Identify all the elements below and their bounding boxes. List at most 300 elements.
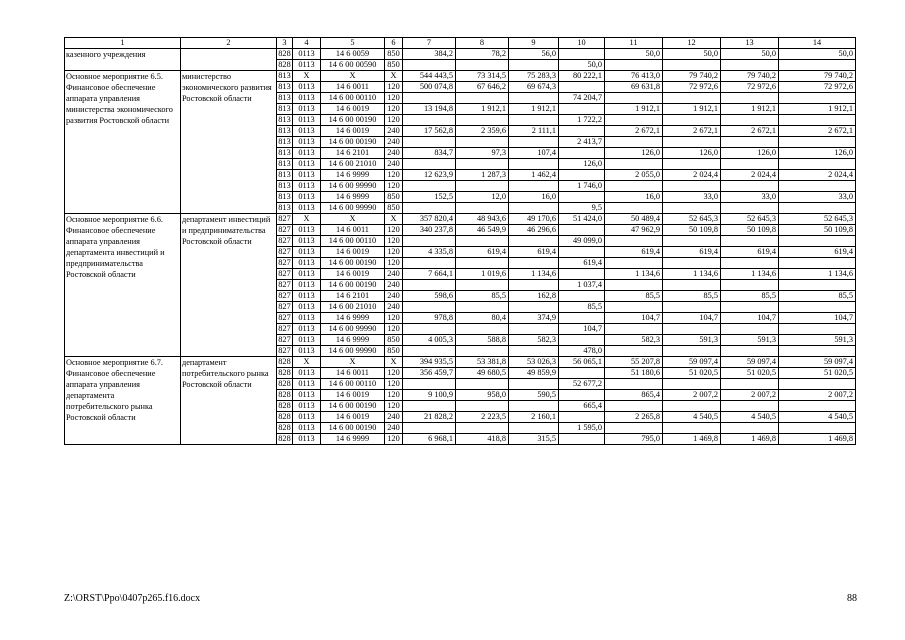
table-cell: 1 462,4 <box>509 170 559 181</box>
table-cell: 418,8 <box>456 434 509 445</box>
table-cell: 958,0 <box>456 390 509 401</box>
table-cell: 33,0 <box>663 192 721 203</box>
table-cell: 120 <box>385 258 403 269</box>
table-cell: 21 828,2 <box>403 412 456 423</box>
table-cell: 14 6 00 99990 <box>321 346 385 357</box>
table-cell: 0113 <box>293 324 321 335</box>
table-cell <box>559 412 605 423</box>
table-cell: 827 <box>278 302 291 311</box>
table-cell: 4 540,5 <box>663 412 721 423</box>
table-cell: 14 6 00 21010 <box>321 302 385 313</box>
table-cell: 120 <box>385 93 403 104</box>
row-organization: департамент потребительского рынка Ростовской области <box>181 357 277 445</box>
table-cell <box>403 137 456 148</box>
table-cell: 813 <box>278 71 291 80</box>
table-cell <box>509 423 559 434</box>
table-cell: 2 672,1 <box>779 126 856 137</box>
table-cell: 120 <box>385 401 403 412</box>
table-cell <box>663 302 721 313</box>
header-cell: 10 <box>559 38 605 49</box>
table-cell: 619,4 <box>721 247 779 258</box>
table-cell: 2 672,1 <box>721 126 779 137</box>
table-cell <box>663 159 721 170</box>
table-cell: 0113 <box>293 203 321 214</box>
table-cell: 2 265,8 <box>605 412 663 423</box>
table-cell <box>559 82 605 93</box>
table-cell <box>721 258 779 269</box>
table-cell <box>509 302 559 313</box>
table-cell: 16,0 <box>605 192 663 203</box>
table-cell: 850 <box>385 60 403 71</box>
table-cell <box>559 368 605 379</box>
table-cell: 2 359,6 <box>456 126 509 137</box>
table-cell: 0113 <box>293 126 321 137</box>
table-cell <box>779 60 856 71</box>
table-cell: 14 6 0019 <box>321 269 385 280</box>
table-cell: 56,0 <box>509 49 559 60</box>
table-cell: 240 <box>385 126 403 137</box>
table-cell: 828 <box>278 357 291 366</box>
table-cell: 590,5 <box>509 390 559 401</box>
table-cell: 50,0 <box>605 49 663 60</box>
row-organization <box>181 49 277 71</box>
table-cell <box>605 115 663 126</box>
table-cell: 52 645,3 <box>779 214 856 225</box>
table-cell: 7 664,1 <box>403 269 456 280</box>
table-cell: 79 740,2 <box>721 71 779 82</box>
table-cell: 120 <box>385 247 403 258</box>
table-cell <box>605 379 663 390</box>
table-cell: 384,2 <box>403 49 456 60</box>
table-cell <box>605 203 663 214</box>
table-cell: 1 134,6 <box>779 269 856 280</box>
table-cell: 0113 <box>293 159 321 170</box>
table-cell: 14 6 00 00110 <box>321 379 385 390</box>
table-cell: 813 <box>278 203 291 212</box>
table-cell: 834,7 <box>403 148 456 159</box>
table-cell: 813 <box>278 93 291 102</box>
table-cell <box>779 423 856 434</box>
table-cell <box>663 258 721 269</box>
table-cell: 0113 <box>293 49 321 60</box>
table-cell: 0113 <box>293 401 321 412</box>
table-cell: 240 <box>385 291 403 302</box>
table-cell: 0113 <box>293 280 321 291</box>
table-cell: 73 314,5 <box>456 71 509 82</box>
table-cell <box>605 324 663 335</box>
table-cell: 978,8 <box>403 313 456 324</box>
table-cell: 0113 <box>293 412 321 423</box>
table-cell: 14 6 9999 <box>321 170 385 181</box>
table-cell: 240 <box>385 412 403 423</box>
table-cell: 813 <box>278 170 291 179</box>
table-cell: 2 007,2 <box>663 390 721 401</box>
table-cell: 591,3 <box>779 335 856 346</box>
table-cell <box>559 104 605 115</box>
table-cell: 1 469,8 <box>779 434 856 445</box>
table-cell: 1 595,0 <box>559 423 605 434</box>
header-cell: 8 <box>456 38 509 49</box>
table-cell: 1 037,4 <box>559 280 605 291</box>
table-cell: 2 672,1 <box>663 126 721 137</box>
table-cell: 827 <box>278 225 291 234</box>
table-cell <box>456 93 509 104</box>
table-cell: 79 740,2 <box>779 71 856 82</box>
table-cell <box>721 346 779 357</box>
table-cell: 13 194,8 <box>403 104 456 115</box>
table-cell <box>605 137 663 148</box>
table-cell: 828 <box>278 390 291 399</box>
header-cell: 9 <box>509 38 559 49</box>
table-cell <box>663 280 721 291</box>
header-cell: 7 <box>403 38 456 49</box>
table-cell: 50 109,8 <box>779 225 856 236</box>
table-cell: 4 540,5 <box>721 412 779 423</box>
table-cell: 50 109,8 <box>663 225 721 236</box>
table-cell: 85,5 <box>559 302 605 313</box>
table-cell: 582,3 <box>605 335 663 346</box>
table-cell: 0113 <box>293 302 321 313</box>
table-cell <box>663 181 721 192</box>
table-cell: 14 6 9999 <box>321 313 385 324</box>
table-cell: 1 469,8 <box>663 434 721 445</box>
table-cell <box>663 401 721 412</box>
table-cell: 85,5 <box>721 291 779 302</box>
row-description: Основное мероприятие 6.5. Финансовое обеспечение аппарата управления министерства экономического развития Ростовской области <box>65 71 181 214</box>
table-cell: 120 <box>385 434 403 445</box>
table-cell: 12 623,9 <box>403 170 456 181</box>
table-cell <box>559 390 605 401</box>
table-cell <box>721 302 779 313</box>
table-cell: 120 <box>385 225 403 236</box>
table-cell: 1 134,6 <box>509 269 559 280</box>
table-cell: 72 972,6 <box>779 82 856 93</box>
table-cell: 619,4 <box>663 247 721 258</box>
table-cell: 813 <box>278 126 291 135</box>
table-cell: 0113 <box>293 434 321 445</box>
table-cell <box>403 324 456 335</box>
header-cell: 12 <box>663 38 721 49</box>
table-cell: 315,5 <box>509 434 559 445</box>
table-cell: 14 6 0019 <box>321 126 385 137</box>
table-cell: 0113 <box>293 93 321 104</box>
table-cell: 340 237,8 <box>403 225 456 236</box>
table-cell: 14 6 00 99990 <box>321 324 385 335</box>
table-cell <box>509 236 559 247</box>
table-cell <box>403 423 456 434</box>
table-row <box>65 71 856 82</box>
table-cell <box>509 93 559 104</box>
table-cell: 48 943,6 <box>456 214 509 225</box>
table-cell <box>663 324 721 335</box>
table-cell <box>509 203 559 214</box>
table-cell: 51 180,6 <box>605 368 663 379</box>
table-cell <box>721 159 779 170</box>
table-cell <box>509 379 559 390</box>
table-cell <box>403 401 456 412</box>
table-cell: 827 <box>278 291 291 300</box>
table-cell: 1 134,6 <box>605 269 663 280</box>
table-cell: 14 6 0011 <box>321 82 385 93</box>
table-cell: 0113 <box>293 236 321 247</box>
table-cell: 4 005,3 <box>403 335 456 346</box>
table-cell: 2 111,1 <box>509 126 559 137</box>
table-cell: 588,8 <box>456 335 509 346</box>
table-cell <box>721 379 779 390</box>
table-cell <box>456 379 509 390</box>
table-cell <box>663 346 721 357</box>
table-cell: 47 962,9 <box>605 225 663 236</box>
table-cell <box>779 401 856 412</box>
table-cell: 50,0 <box>779 49 856 60</box>
table-cell <box>721 324 779 335</box>
table-cell <box>403 379 456 390</box>
table-cell: 51 020,5 <box>779 368 856 379</box>
table-cell: 59 097,4 <box>663 357 721 368</box>
table-cell: 120 <box>385 104 403 115</box>
table-cell: 56 065,1 <box>559 357 605 368</box>
table-cell: 14 6 9999 <box>321 434 385 445</box>
table-cell <box>403 302 456 313</box>
table-cell: 0113 <box>293 181 321 192</box>
table-cell: 0113 <box>293 60 321 71</box>
table-cell: 795,0 <box>605 434 663 445</box>
table-cell <box>456 324 509 335</box>
table-cell <box>456 60 509 71</box>
table-cell <box>456 115 509 126</box>
table-cell <box>721 181 779 192</box>
table-cell: 598,6 <box>403 291 456 302</box>
table-cell <box>456 181 509 192</box>
table-cell <box>779 159 856 170</box>
table-cell: 0113 <box>293 137 321 148</box>
table-cell: 14 6 0019 <box>321 412 385 423</box>
row-organization: департамент инвестиций и предпринимательства Ростовской области <box>181 214 277 357</box>
table-cell <box>509 115 559 126</box>
table-cell <box>605 346 663 357</box>
table-cell: 1 912,1 <box>456 104 509 115</box>
table-cell <box>779 181 856 192</box>
table-cell: 0113 <box>293 291 321 302</box>
table-cell: 0113 <box>293 379 321 390</box>
row-description: казенного учреждения <box>65 49 181 71</box>
table-cell: Х <box>385 71 403 82</box>
table-cell: 0113 <box>293 170 321 181</box>
table-cell: 51 424,0 <box>559 214 605 225</box>
table-cell: 0113 <box>293 192 321 203</box>
table-cell: 1 469,8 <box>721 434 779 445</box>
table-cell: 50 109,8 <box>721 225 779 236</box>
table-cell: 0113 <box>293 148 321 159</box>
table-cell: 85,5 <box>605 291 663 302</box>
header-cell: 11 <box>605 38 663 49</box>
table-cell: 1 746,0 <box>559 181 605 192</box>
table-cell: 813 <box>278 159 291 168</box>
table-cell <box>779 302 856 313</box>
table-cell: 53 026,3 <box>509 357 559 368</box>
table-cell: 828 <box>278 60 291 69</box>
table-cell <box>605 302 663 313</box>
table-cell: 49 099,0 <box>559 236 605 247</box>
table-cell <box>779 346 856 357</box>
table-cell: 33,0 <box>721 192 779 203</box>
table-cell: 2 223,5 <box>456 412 509 423</box>
table-cell <box>721 423 779 434</box>
table-cell: 52 677,2 <box>559 379 605 390</box>
header-cell: 6 <box>385 38 403 49</box>
table-cell <box>456 280 509 291</box>
table-cell: 827 <box>278 236 291 245</box>
budget-table <box>64 37 856 445</box>
table-cell <box>403 203 456 214</box>
table-cell: 72 972,6 <box>721 82 779 93</box>
table-cell: 0113 <box>293 346 321 357</box>
header-cell: 13 <box>721 38 779 49</box>
table-cell: 4 335,8 <box>403 247 456 258</box>
table-cell: Х <box>385 357 403 368</box>
table-cell: 126,0 <box>559 159 605 170</box>
table-cell <box>456 203 509 214</box>
table-cell: 813 <box>278 192 291 201</box>
table-cell: 50,0 <box>721 49 779 60</box>
table-cell: 4 540,5 <box>779 412 856 423</box>
table-cell: Х <box>293 214 321 225</box>
table-cell: 104,7 <box>779 313 856 324</box>
table-cell: 78,2 <box>456 49 509 60</box>
table-cell: 828 <box>278 412 291 421</box>
table-cell <box>721 115 779 126</box>
table-cell: 126,0 <box>721 148 779 159</box>
table-cell: 59 097,4 <box>721 357 779 368</box>
table-cell: 2 413,7 <box>559 137 605 148</box>
table-cell: 827 <box>278 335 291 344</box>
table-cell <box>721 203 779 214</box>
table-cell <box>559 126 605 137</box>
table-cell: 104,7 <box>559 324 605 335</box>
table-cell: 69 631,8 <box>605 82 663 93</box>
table-cell: 1 287,3 <box>456 170 509 181</box>
table-cell <box>509 401 559 412</box>
table-cell: 0113 <box>293 269 321 280</box>
table-cell: 827 <box>278 313 291 322</box>
table-cell: 827 <box>278 324 291 333</box>
table-cell <box>403 181 456 192</box>
table-cell <box>779 324 856 335</box>
table-cell <box>509 346 559 357</box>
table-cell <box>663 203 721 214</box>
table-cell <box>456 258 509 269</box>
table-cell: 591,3 <box>663 335 721 346</box>
table-cell: 80,4 <box>456 313 509 324</box>
table-cell: 850 <box>385 203 403 214</box>
table-cell: 813 <box>278 82 291 91</box>
table-cell: 619,4 <box>559 258 605 269</box>
header-cell: 2 <box>181 38 277 49</box>
table-cell <box>509 159 559 170</box>
header-cell: 4 <box>293 38 321 49</box>
table-cell <box>605 258 663 269</box>
table-cell: 50,0 <box>663 49 721 60</box>
header-cell: 1 <box>65 38 181 49</box>
table-cell <box>663 93 721 104</box>
table-cell: 104,7 <box>605 313 663 324</box>
table-cell: 0113 <box>293 247 321 258</box>
table-cell: 120 <box>385 368 403 379</box>
table-cell <box>403 346 456 357</box>
table-cell: 1 019,6 <box>456 269 509 280</box>
table-cell: 0113 <box>293 82 321 93</box>
table-cell: 14 6 00 00190 <box>321 115 385 126</box>
header-cell: 14 <box>779 38 856 49</box>
table-cell <box>456 137 509 148</box>
table-cell <box>559 192 605 203</box>
table-cell: 14 6 00 00190 <box>321 137 385 148</box>
table-cell <box>605 159 663 170</box>
table-cell: 240 <box>385 302 403 313</box>
table-cell: 2 024,4 <box>721 170 779 181</box>
table-cell <box>509 60 559 71</box>
table-cell <box>559 247 605 258</box>
table-cell: 356 459,7 <box>403 368 456 379</box>
table-cell: 120 <box>385 313 403 324</box>
table-cell: 85,5 <box>779 291 856 302</box>
table-cell <box>456 401 509 412</box>
table-cell: 2 055,0 <box>605 170 663 181</box>
table-cell: 544 443,5 <box>403 71 456 82</box>
table-cell: 2 024,4 <box>663 170 721 181</box>
table-cell: 665,4 <box>559 401 605 412</box>
table-cell: 14 6 00 00590 <box>321 60 385 71</box>
table-cell: 2 160,1 <box>509 412 559 423</box>
table-cell <box>559 148 605 159</box>
table-cell: 582,3 <box>509 335 559 346</box>
table-cell: 827 <box>278 258 291 267</box>
table-cell: 55 207,8 <box>605 357 663 368</box>
table-cell: 14 6 00 21010 <box>321 159 385 170</box>
table-cell: 46 549,9 <box>456 225 509 236</box>
table-cell: 14 6 00 00110 <box>321 236 385 247</box>
table-cell <box>605 423 663 434</box>
table-cell: 0113 <box>293 258 321 269</box>
table-cell <box>559 225 605 236</box>
table-cell <box>779 379 856 390</box>
table-row <box>65 49 856 60</box>
table-cell: 865,4 <box>605 390 663 401</box>
table-cell: 14 6 00 99990 <box>321 181 385 192</box>
table-cell: 162,8 <box>509 291 559 302</box>
table-cell: 14 6 0019 <box>321 104 385 115</box>
table-cell: 827 <box>278 269 291 278</box>
table-cell: 85,5 <box>456 291 509 302</box>
row-description: Основное мероприятие 6.7. Финансовое обеспечение аппарата управления департамента потребительского рынка Ростовской области <box>65 357 181 445</box>
table-cell: 120 <box>385 379 403 390</box>
table-cell: 120 <box>385 115 403 126</box>
table-cell <box>779 203 856 214</box>
table-cell: 813 <box>278 115 291 124</box>
table-cell <box>559 170 605 181</box>
table-cell: 152,5 <box>403 192 456 203</box>
table-cell <box>559 313 605 324</box>
table-cell: 478,0 <box>559 346 605 357</box>
table-cell: 240 <box>385 159 403 170</box>
table-cell <box>559 434 605 445</box>
table-cell: 120 <box>385 181 403 192</box>
table-cell: 850 <box>385 346 403 357</box>
document-path: Z:\ORST\Ppo\0407p265.f16.docx <box>64 593 201 604</box>
table-cell: 0113 <box>293 115 321 126</box>
table-cell: Х <box>321 357 385 368</box>
table-cell: 14 6 9999 <box>321 335 385 346</box>
